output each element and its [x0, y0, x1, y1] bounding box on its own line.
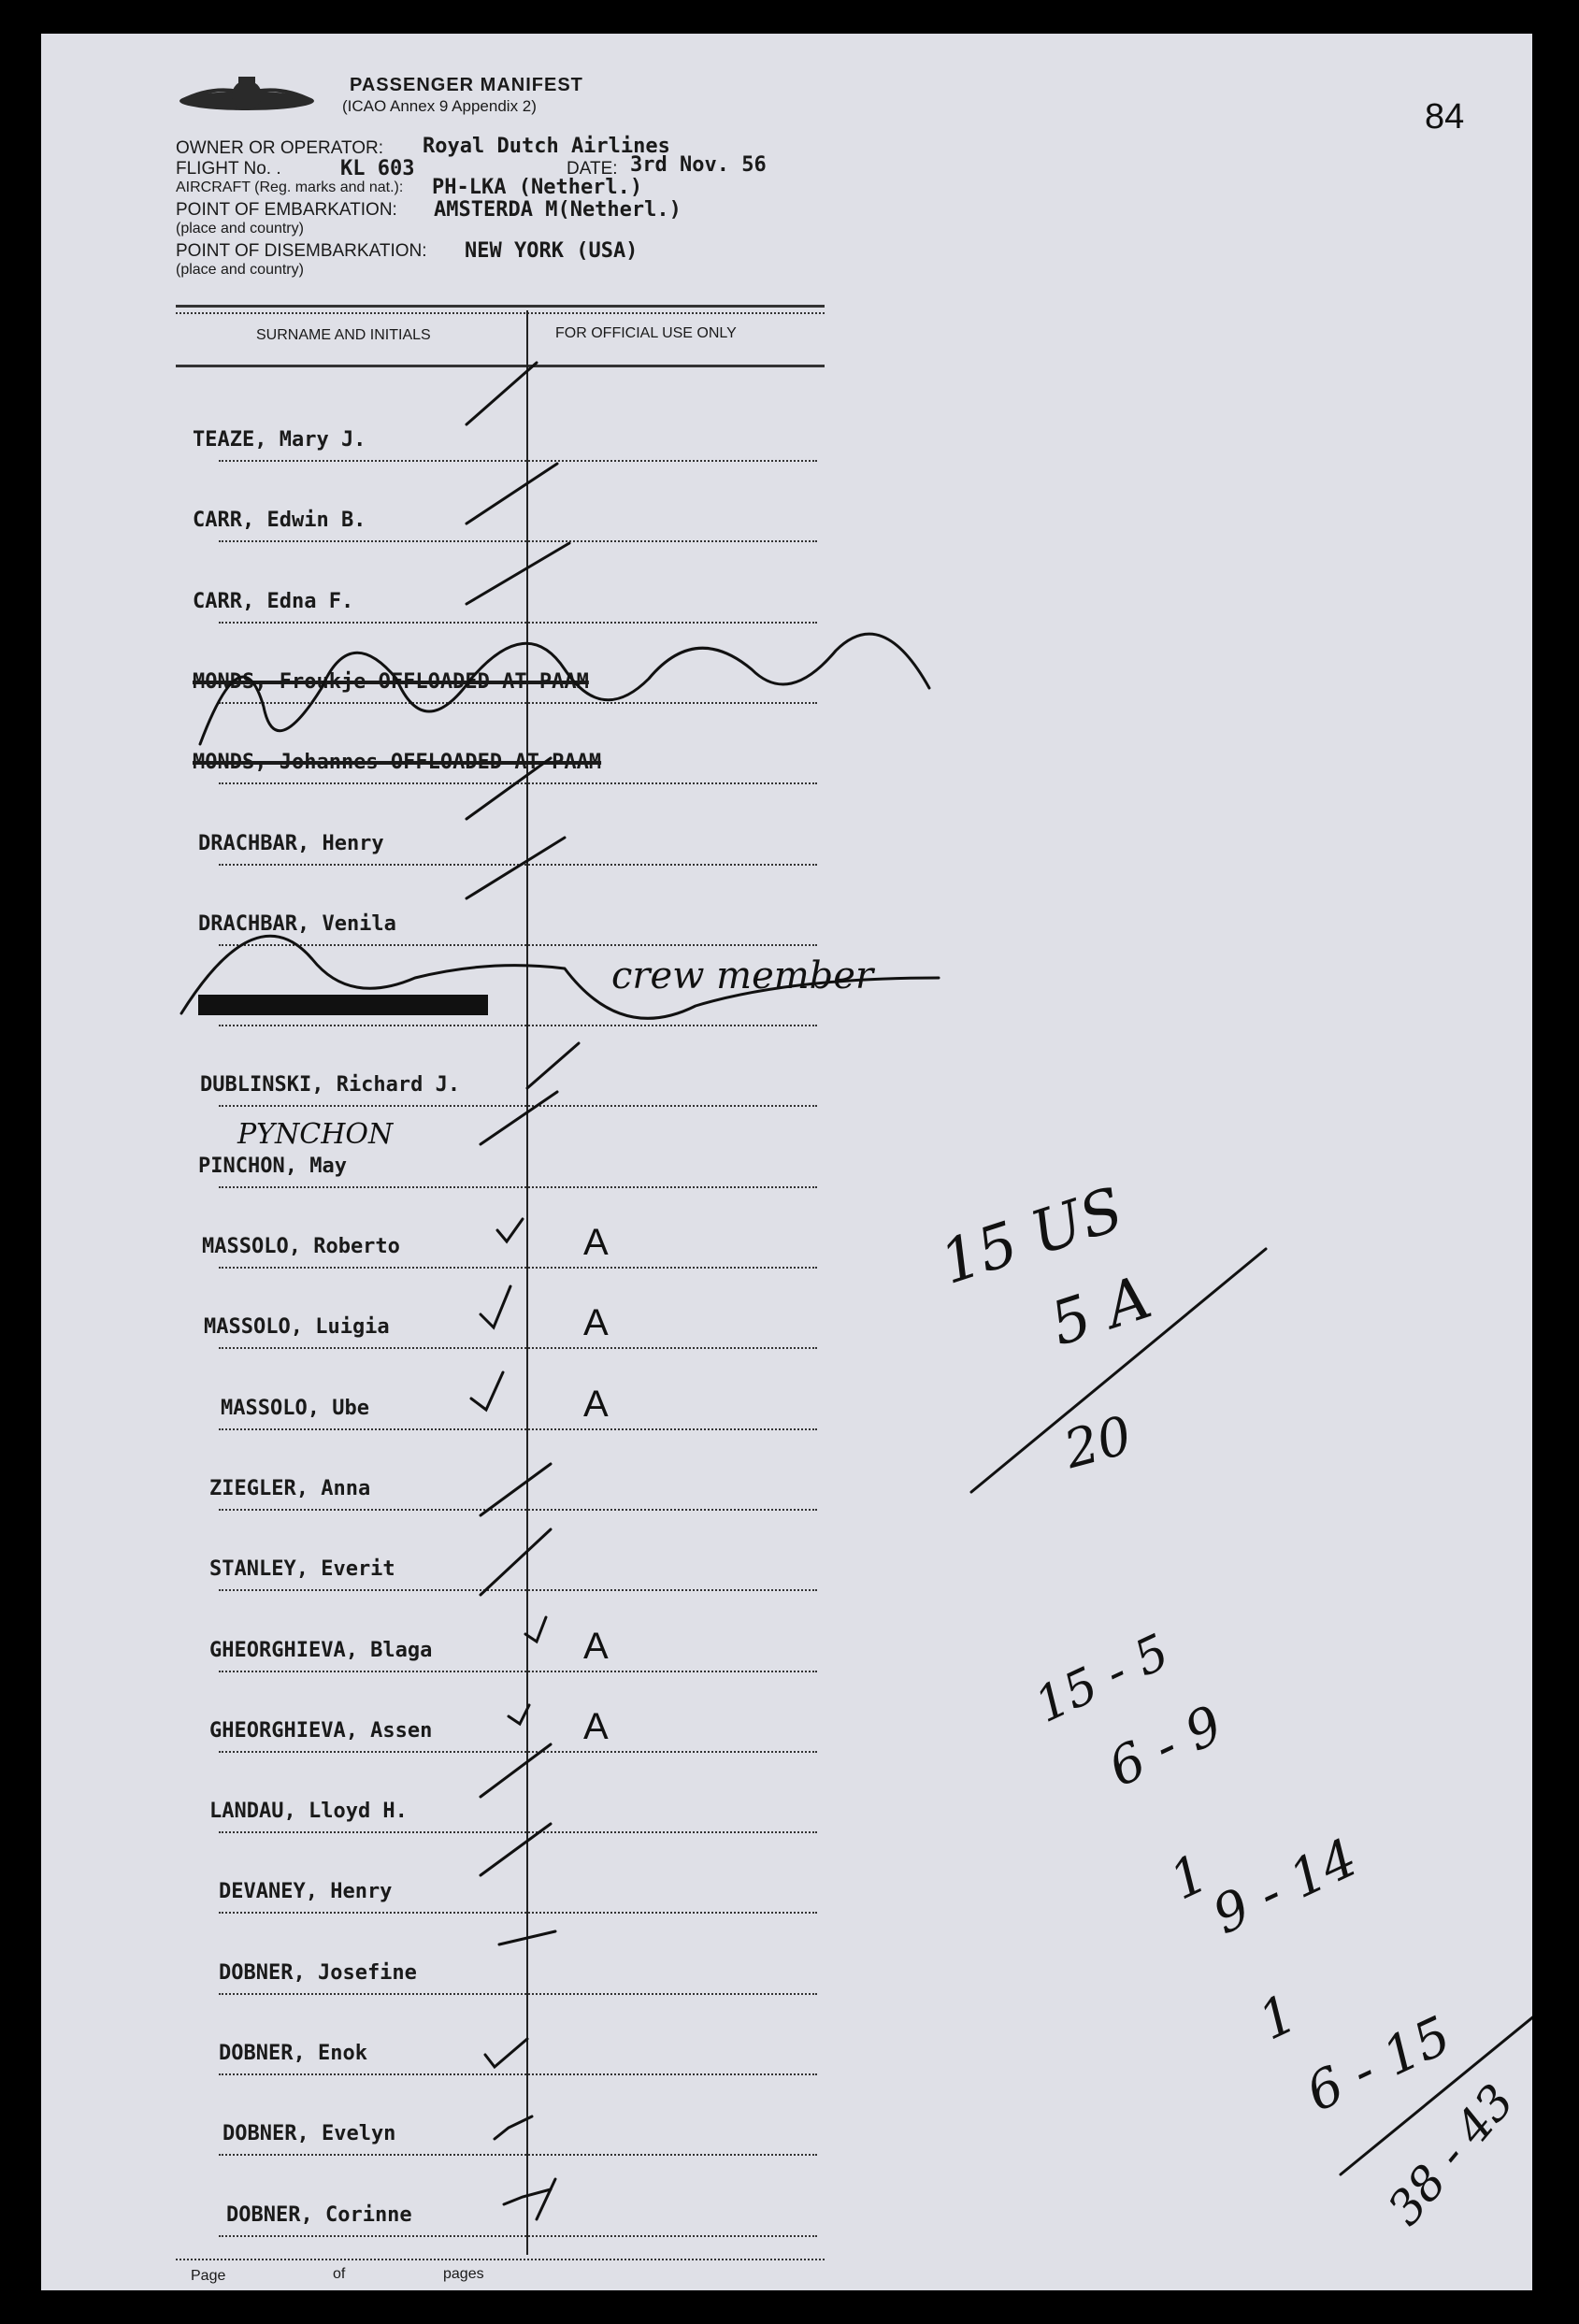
passenger-name: DRACHBAR, Venila: [198, 911, 396, 936]
disembarkation-value: NEW YORK (USA): [465, 239, 639, 263]
passenger-name: MONDS, Johannes OFFLOADED AT PAAM: [193, 751, 602, 775]
passenger-name: MASSOLO, Ube: [221, 1396, 369, 1420]
calc-line-6: 6 - 15: [1297, 2004, 1460, 2125]
column-header-official: FOR OFFICIAL USE ONLY: [555, 325, 737, 341]
aircraft-value: PH-LKA (Netherl.): [432, 176, 643, 199]
calc-line-7: 38 - 43: [1377, 2073, 1525, 2236]
calc-line-1: 15 - 5: [1026, 1624, 1178, 1734]
tally-us: 15 US: [932, 1174, 1132, 1299]
footer-rule: [176, 2259, 825, 2260]
official-mark: A: [583, 1625, 609, 1667]
passenger-name: MONDS, Froukje OFFLOADED AT PAAM: [193, 669, 589, 694]
passenger-name: LANDAU, Lloyd H.: [209, 1800, 408, 1824]
passenger-name: STANLEY, Everit: [209, 1557, 395, 1582]
column-header-names: SURNAME AND INITIALS: [256, 327, 431, 343]
passenger-name: TEAZE, Mary J.: [193, 428, 366, 452]
passenger-name: CARR, Edna F.: [193, 589, 354, 613]
handwriting-layer: [41, 34, 1532, 2290]
passenger-name: CARR, Edwin B.: [193, 509, 366, 533]
manifest-subtitle: (ICAO Annex 9 Appendix 2): [342, 97, 537, 115]
footer-of-label: of: [333, 2266, 346, 2282]
disembarkation-sub: (place and country): [176, 262, 304, 278]
tally-a: 5 A: [1042, 1263, 1160, 1360]
flight-value: KL 603: [340, 157, 415, 180]
official-mark: A: [583, 1705, 609, 1747]
footer-pages-label: pages: [443, 2266, 484, 2282]
tally-total: 20: [1057, 1404, 1139, 1482]
calc-line-2: 6 - 9: [1099, 1694, 1232, 1800]
manifest-title: PASSENGER MANIFEST: [350, 75, 583, 95]
embarkation-value: AMSTERDA M(Netherl.): [434, 198, 682, 222]
passenger-name: MASSOLO, Luigia: [204, 1315, 390, 1340]
passenger-name: DUBLINSKI, Richard J.: [200, 1073, 461, 1097]
aircraft-label: AIRCRAFT (Reg. marks and nat.):: [176, 179, 404, 195]
passenger-name: DEVANEY, Henry: [219, 1880, 393, 1904]
owner-value: Royal Dutch Airlines: [423, 135, 670, 158]
passenger-name: GHEORGHIEVA, Assen: [209, 1718, 433, 1743]
pynchon-note: PYNCHON: [237, 1118, 394, 1151]
official-mark: A: [583, 1383, 609, 1425]
crew-member-note: crew member: [611, 954, 874, 997]
date-value: 3rd Nov. 56: [630, 153, 767, 177]
calc-line-5: 1: [1249, 1983, 1306, 2053]
date-label: DATE:: [567, 159, 618, 179]
passenger-name: DOBNER, Josefine: [219, 1960, 417, 1985]
official-mark: A: [583, 1302, 609, 1344]
passenger-name: DOBNER, Enok: [219, 2042, 367, 2065]
passenger-name: ZIEGLER, Anna: [209, 1476, 371, 1500]
passenger-name: MASSOLO, Roberto: [202, 1235, 400, 1258]
embarkation-sub: (place and country): [176, 221, 304, 237]
passenger-name: GHEORGHIEVA, Blaga: [209, 1638, 433, 1662]
owner-label: OWNER OR OPERATOR:: [176, 138, 384, 158]
embarkation-label: POINT OF EMBARKATION:: [176, 200, 397, 220]
calc-line-4: 9 - 14: [1203, 1827, 1367, 1947]
passenger-name: DOBNER, Evelyn: [222, 2122, 396, 2146]
passenger-name: PINCHON, May: [198, 1154, 347, 1178]
calc-line-3: 1: [1160, 1843, 1217, 1913]
footer-page-label: Page: [191, 2268, 226, 2284]
passenger-name: DOBNER, Corinne: [226, 2202, 412, 2227]
page-number: 84: [1425, 97, 1465, 136]
flight-label: FLIGHT No. .: [176, 159, 281, 179]
manifest-sheet: [41, 34, 1532, 2290]
passenger-name: DRACHBAR, Henry: [198, 831, 384, 855]
official-mark: A: [583, 1222, 609, 1263]
disembarkation-label: POINT OF DISEMBARKATION:: [176, 241, 427, 261]
